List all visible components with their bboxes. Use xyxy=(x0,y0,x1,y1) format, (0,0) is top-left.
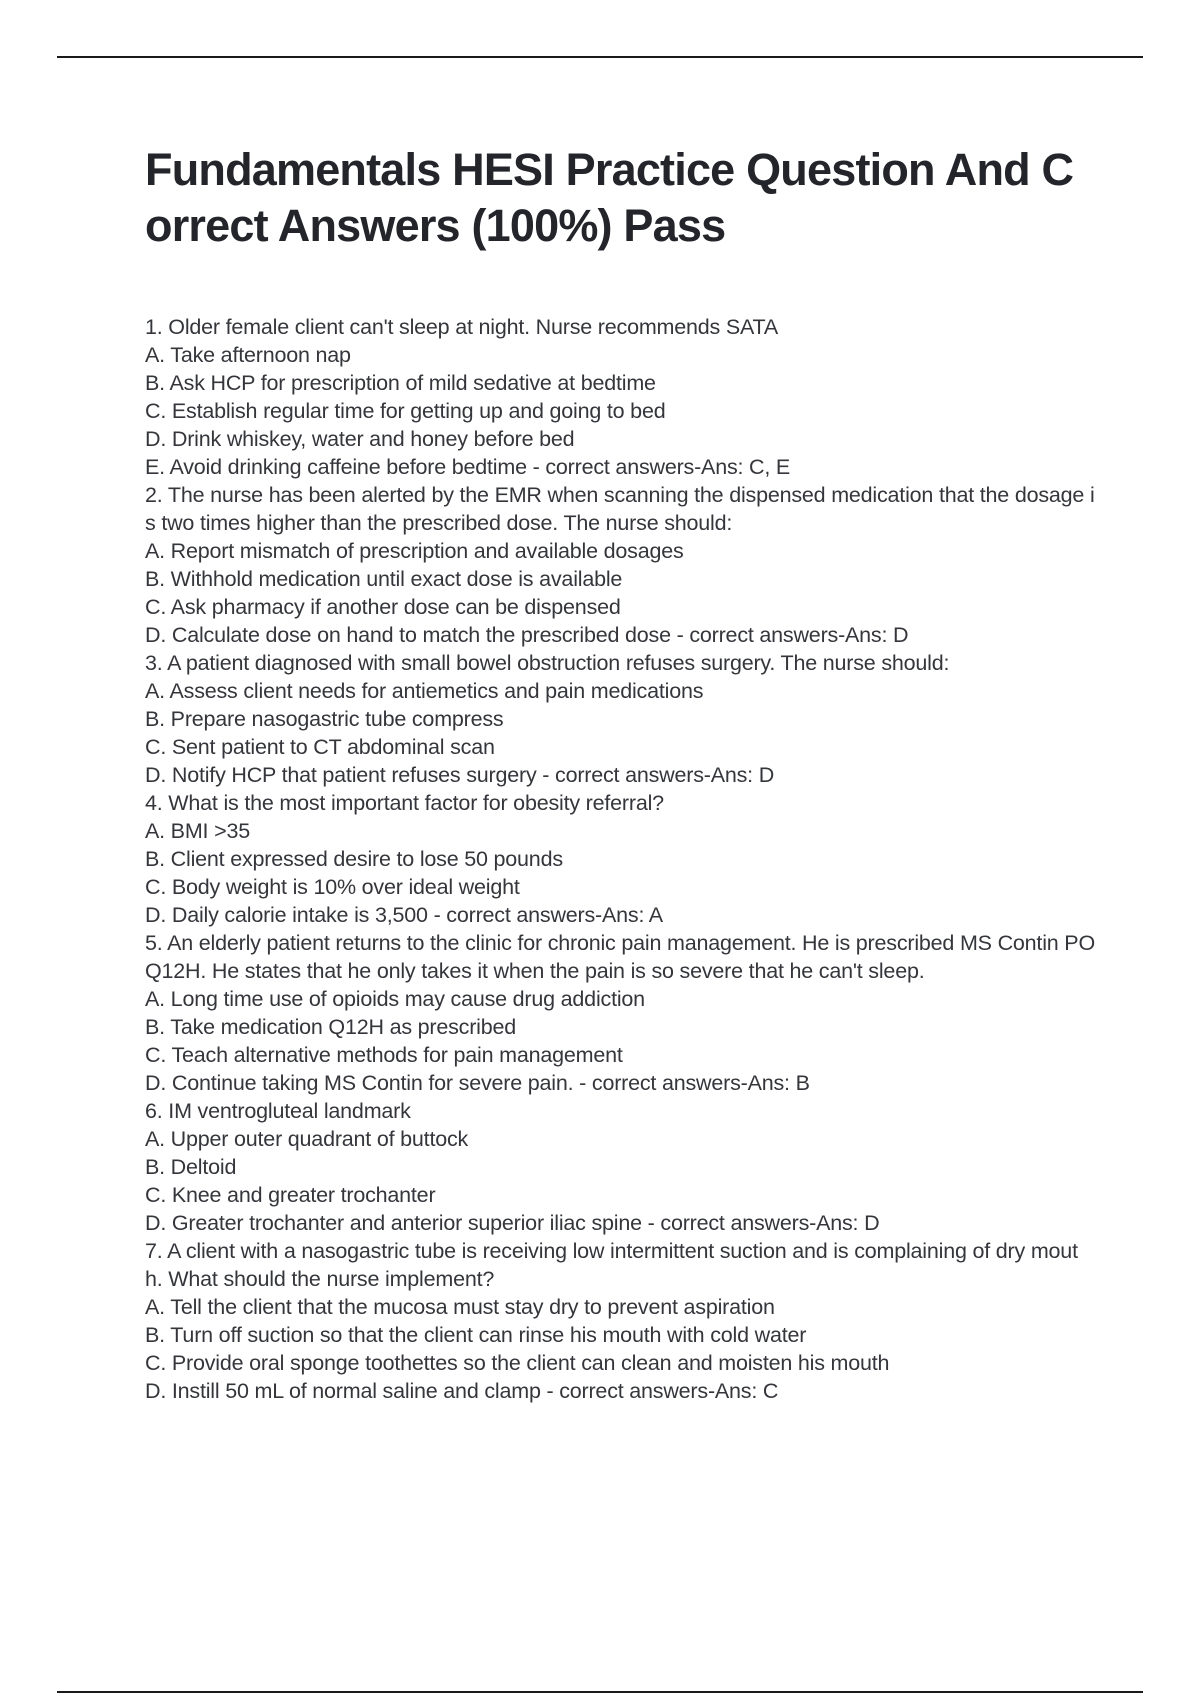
option-line: A. Long time use of opioids may cause drug addiction xyxy=(145,987,645,1011)
option-line: C. Knee and greater trochanter xyxy=(145,1183,436,1207)
option-line: B. Deltoid xyxy=(145,1155,237,1179)
option-line: C. Ask pharmacy if another dose can be dispensed xyxy=(145,595,621,619)
option-line: C. Provide oral sponge toothettes so the client can clean and moisten his mouth xyxy=(145,1351,890,1375)
option-line: B. Ask HCP for prescription of mild sedative at bedtime xyxy=(145,371,656,395)
question-1: 1. Older female client can't sleep at night. Nurse recommends SATA xyxy=(145,315,779,339)
option-line: A. BMI >35 xyxy=(145,819,250,843)
answer-line: D. Instill 50 mL of normal saline and clamp - correct answers-Ans: C xyxy=(145,1379,779,1403)
answer-line: E. Avoid drinking caffeine before bedtime - correct answers-Ans: C, E xyxy=(145,455,791,479)
option-line: A. Tell the client that the mucosa must stay dry to prevent aspiration xyxy=(145,1295,775,1319)
option-line: C. Establish regular time for getting up and going to bed xyxy=(145,399,666,423)
answer-line: D. Calculate dose on hand to match the prescribed dose - correct answers-Ans: D xyxy=(145,623,909,647)
question-6: 6. IM ventrogluteal landmark xyxy=(145,1099,411,1123)
question-7: 7. A client with a nasogastric tube is receiving low intermittent suction and is complaining of dry mouth. What should the nurse implement? xyxy=(145,1239,1078,1291)
option-line: B. Prepare nasogastric tube compress xyxy=(145,707,504,731)
header-rule xyxy=(57,56,1143,58)
question-2: 2. The nurse has been alerted by the EMR when scanning the dispensed medication that the dosage is two times higher than the prescribed dose. The nurse should: xyxy=(145,483,1095,535)
document-title: Fundamentals HESI Practice Question And Correct Answers (100%) Pass xyxy=(145,144,1074,251)
answer-line: D. Greater trochanter and anterior superior iliac spine - correct answers-Ans: D xyxy=(145,1211,880,1235)
footer-rule xyxy=(57,1691,1143,1693)
question-4: 4. What is the most important factor for obesity referral? xyxy=(145,791,664,815)
option-line: A. Take afternoon nap xyxy=(145,343,351,367)
option-line: C. Body weight is 10% over ideal weight xyxy=(145,875,520,899)
option-line: B. Withhold medication until exact dose is available xyxy=(145,567,623,591)
question-5: 5. An elderly patient returns to the clinic for chronic pain management. He is prescribed MS Contin PO Q12H. He states that he only takes it when the pain is so severe that he can't sleep. xyxy=(145,931,1095,983)
option-line: A. Report mismatch of prescription and available dosages xyxy=(145,539,684,563)
question-3: 3. A patient diagnosed with small bowel obstruction refuses surgery. The nurse should: xyxy=(145,651,950,675)
question-list xyxy=(145,313,1095,1405)
answer-line: D. Daily calorie intake is 3,500 - correct answers-Ans: A xyxy=(145,903,663,927)
option-line: B. Take medication Q12H as prescribed xyxy=(145,1015,517,1039)
option-line: A. Assess client needs for antiemetics and pain medications xyxy=(145,679,704,703)
option-line: C. Teach alternative methods for pain management xyxy=(145,1043,623,1067)
option-line: C. Sent patient to CT abdominal scan xyxy=(145,735,495,759)
option-line: B. Client expressed desire to lose 50 pounds xyxy=(145,847,563,871)
option-line: D. Drink whiskey, water and honey before bed xyxy=(145,427,575,451)
option-line: A. Upper outer quadrant of buttock xyxy=(145,1127,469,1151)
option-line: B. Turn off suction so that the client can rinse his mouth with cold water xyxy=(145,1323,807,1347)
answer-line: D. Continue taking MS Contin for severe pain. - correct answers-Ans: B xyxy=(145,1071,810,1095)
answer-line: D. Notify HCP that patient refuses surgery - correct answers-Ans: D xyxy=(145,763,775,787)
